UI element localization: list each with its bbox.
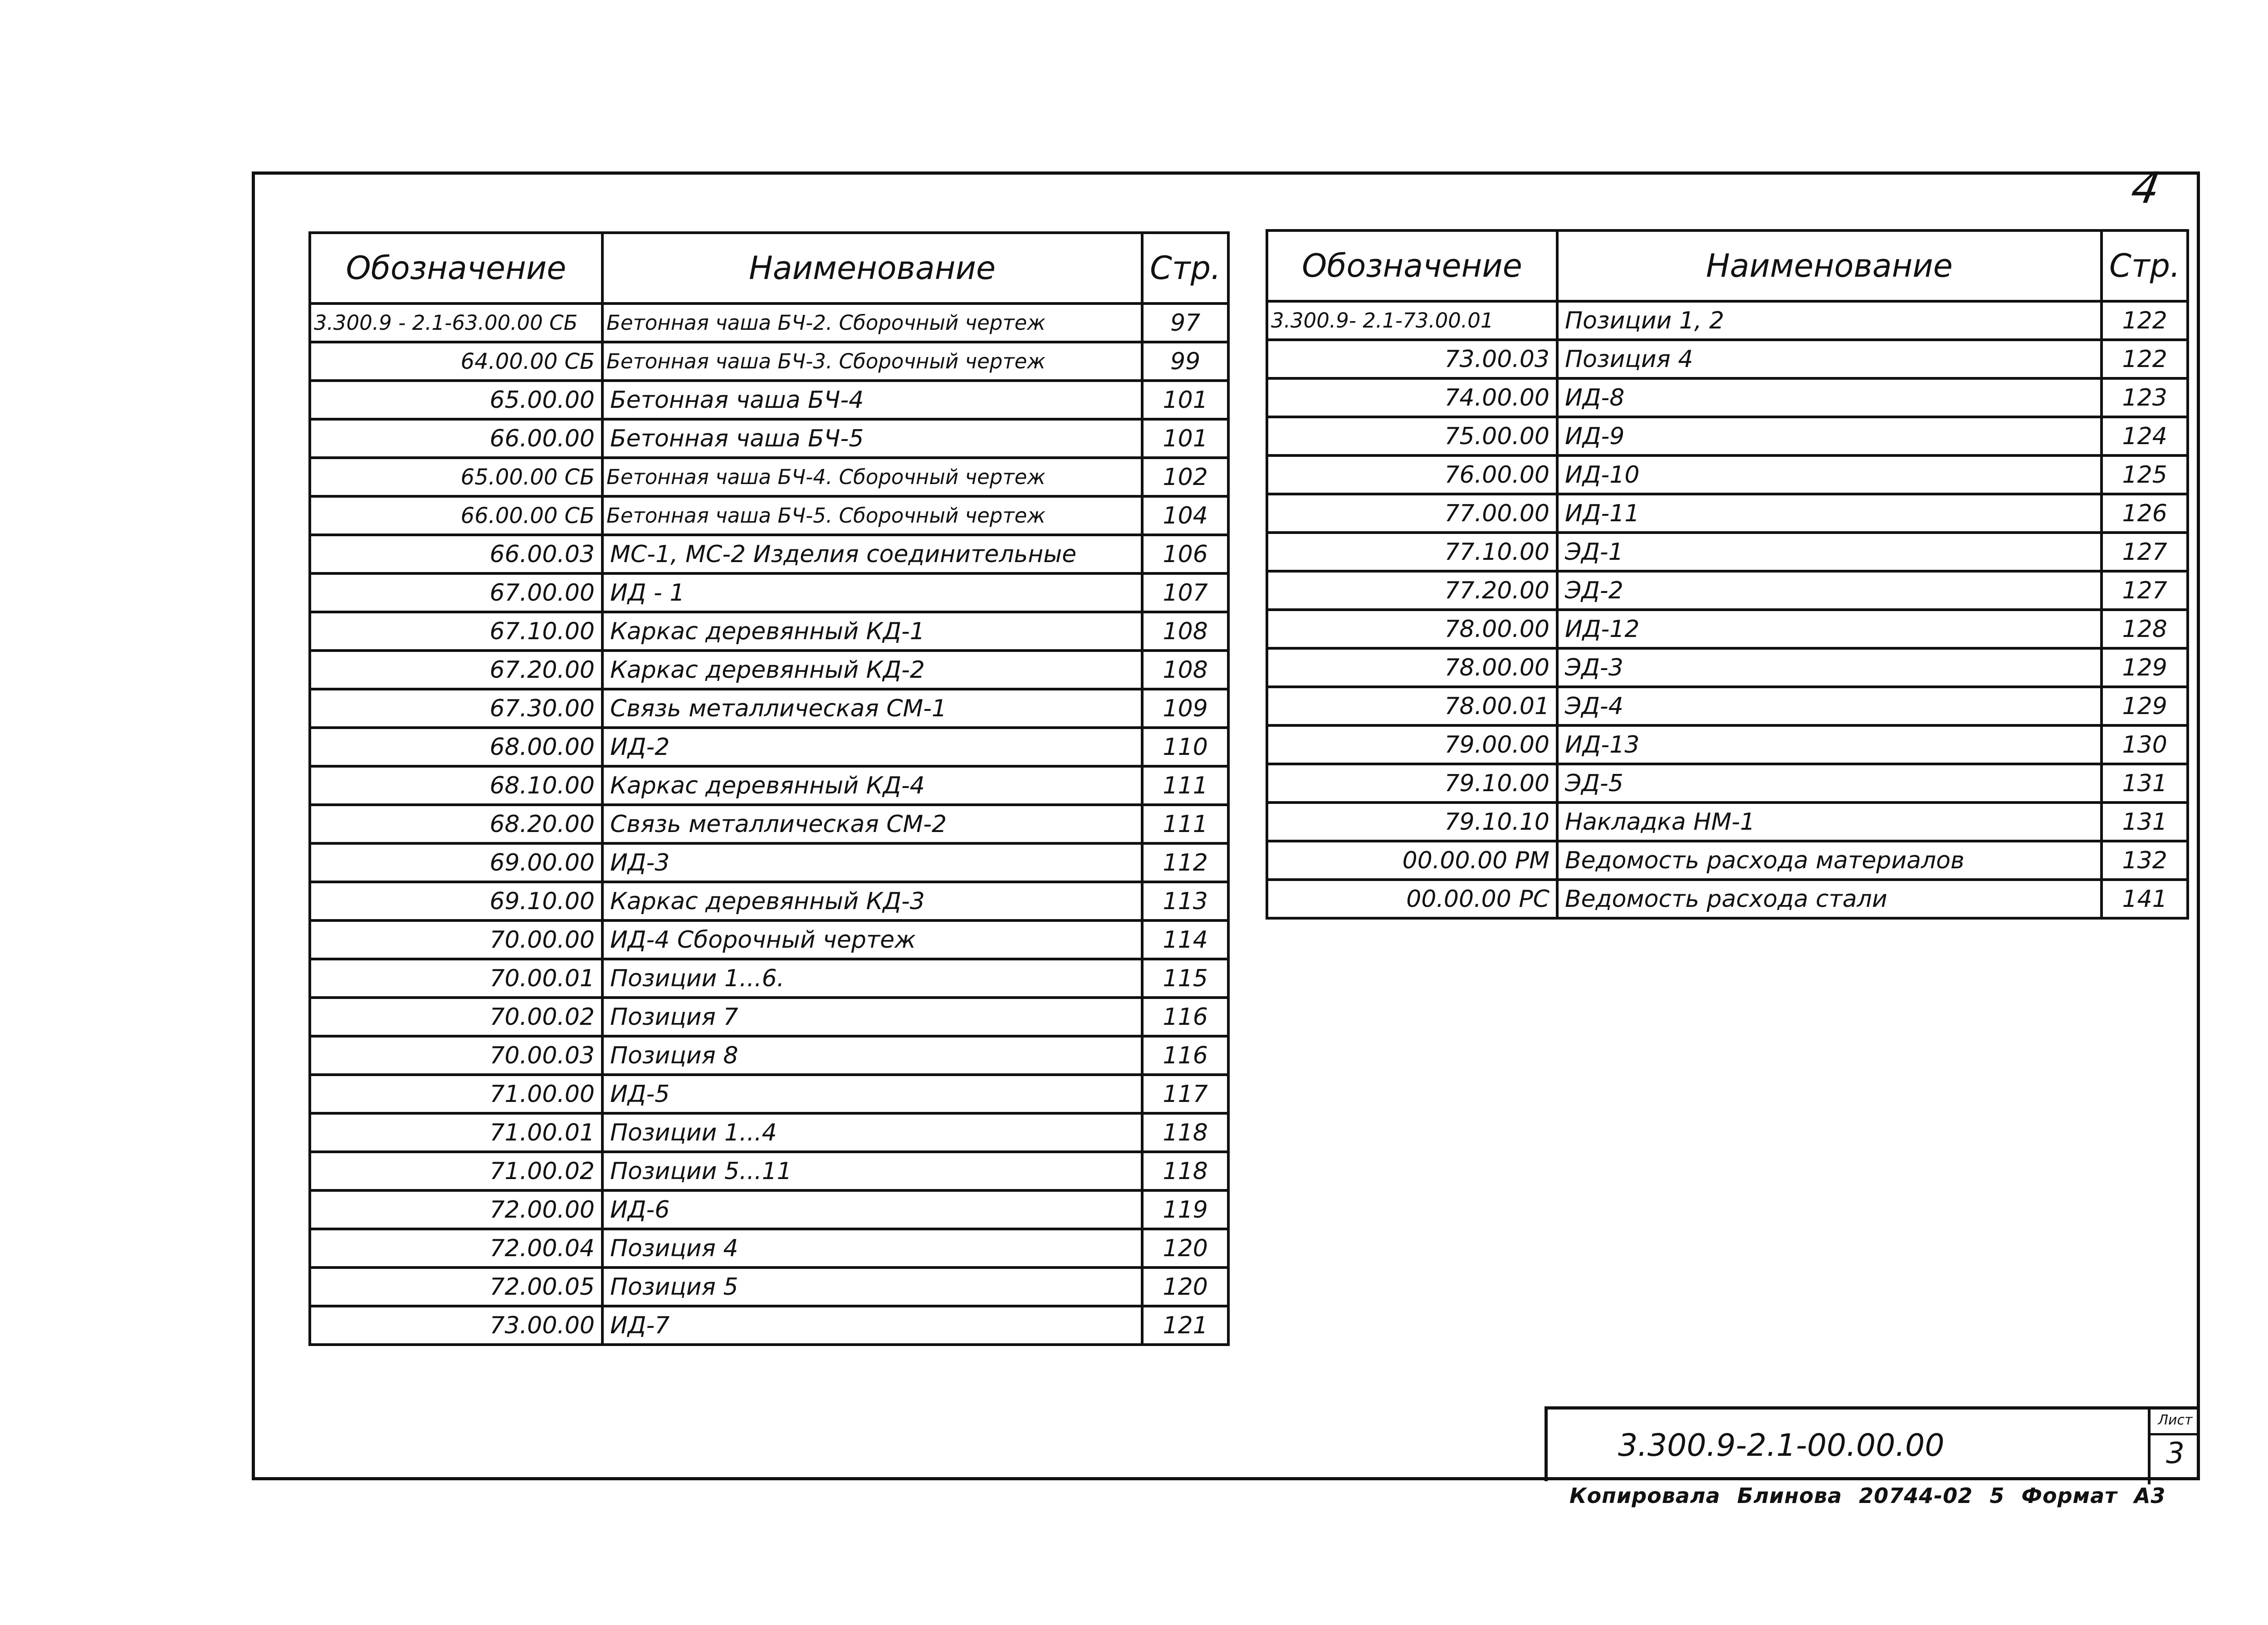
cell-name: ЭД-2: [1557, 571, 2102, 610]
cell-name: Каркас деревянный КД-2: [602, 651, 1142, 689]
cell-page: 120: [1142, 1268, 1228, 1306]
sheet-value: 3: [2166, 1437, 2185, 1470]
cell-page: 108: [1142, 612, 1228, 651]
cell-name: Связь металлическая СМ-1: [602, 689, 1142, 728]
cell-page: 114: [1142, 920, 1228, 959]
cell-name: ИД-11: [1557, 494, 2102, 533]
cell-page: 131: [2102, 803, 2188, 841]
cell-code: 3.300.9 - 2.1-63.00.00 СБ: [310, 303, 602, 342]
table-row: [310, 612, 1228, 651]
table-row: [310, 1152, 1228, 1190]
table-row: [310, 303, 1228, 342]
sheet-label: Лист: [2151, 1410, 2200, 1435]
cell-name: Ведомость расхода стали: [1557, 880, 2102, 918]
table-row: [310, 458, 1228, 496]
cell-page: 109: [1142, 689, 1228, 728]
cell-page: 106: [1142, 535, 1228, 573]
table-row: [310, 882, 1228, 920]
cell-page: 108: [1142, 651, 1228, 689]
cell-name: Позиции 5...11: [602, 1152, 1142, 1190]
cell-code: 65.00.00 СБ: [310, 458, 602, 496]
cell-page: 129: [2102, 648, 2188, 687]
cell-code: 78.00.00: [1267, 610, 1557, 648]
cell-name: Каркас деревянный КД-3: [602, 882, 1142, 920]
cell-code: 71.00.02: [310, 1152, 602, 1190]
cell-name: Бетонная чаша БЧ-3. Сборочный чертеж: [602, 342, 1142, 381]
title-block: [1545, 1406, 2200, 1481]
cell-code: 76.00.00: [1267, 455, 1557, 494]
cell-code: 66.00.00 СБ: [310, 496, 602, 535]
contents-table-right: [1266, 229, 2189, 920]
cell-code: 73.00.03: [1267, 340, 1557, 378]
cell-name: ИД-12: [1557, 610, 2102, 648]
table-row: [1267, 648, 2188, 687]
cell-name: Связь металлическая СМ-2: [602, 805, 1142, 843]
table-row: [310, 1036, 1228, 1075]
cell-page: 107: [1142, 573, 1228, 612]
cell-name: Бетонная чаша БЧ-5: [602, 419, 1142, 458]
column-header-name: Наименование: [1557, 230, 2102, 301]
cell-page: 125: [2102, 455, 2188, 494]
table-row: [1267, 533, 2188, 571]
cell-name: ЭД-4: [1557, 687, 2102, 725]
cell-code: 79.00.00: [1267, 725, 1557, 764]
cell-name: ИД-4 Сборочный чертеж: [602, 920, 1142, 959]
cell-code: 78.00.01: [1267, 687, 1557, 725]
table-row: [310, 573, 1228, 612]
cell-page: 117: [1142, 1075, 1228, 1113]
cell-name: ИД-8: [1557, 378, 2102, 417]
cell-code: 70.00.01: [310, 959, 602, 998]
cell-code: 72.00.05: [310, 1268, 602, 1306]
cell-page: 111: [1142, 766, 1228, 805]
cell-code: 66.00.00: [310, 419, 602, 458]
table-row: [310, 1268, 1228, 1306]
table-row: [1267, 764, 2188, 803]
cell-page: 118: [1142, 1113, 1228, 1152]
cell-code: 67.20.00: [310, 651, 602, 689]
table-row: [1267, 841, 2188, 880]
table-row: [1267, 340, 2188, 378]
table-row: [1267, 687, 2188, 725]
column-header-code: Обозначение: [1267, 230, 1557, 301]
column-header-name: Наименование: [602, 233, 1142, 303]
cell-name: ИД-13: [1557, 725, 2102, 764]
cell-name: Позиции 1...4: [602, 1113, 1142, 1152]
cell-page: 128: [2102, 610, 2188, 648]
cell-page: 112: [1142, 843, 1228, 882]
sheet-cell: [2148, 1410, 2200, 1484]
sheet-number: 4: [2127, 163, 2164, 213]
table-row: [310, 535, 1228, 573]
cell-code: 64.00.00 СБ: [310, 342, 602, 381]
cell-code: 77.10.00: [1267, 533, 1557, 571]
cell-name: ИД-6: [602, 1190, 1142, 1229]
cell-name: ИД - 1: [602, 573, 1142, 612]
cell-page: 130: [2102, 725, 2188, 764]
column-header-page: Стр.: [2102, 230, 2188, 301]
cell-code: 66.00.03: [310, 535, 602, 573]
table-row: [310, 766, 1228, 805]
table-row: [310, 998, 1228, 1036]
cell-page: 126: [2102, 494, 2188, 533]
table-row: [310, 843, 1228, 882]
cell-name: ИД-9: [1557, 417, 2102, 455]
cell-page: 127: [2102, 571, 2188, 610]
table-row: [310, 689, 1228, 728]
cell-code: 67.30.00: [310, 689, 602, 728]
table-row: [1267, 378, 2188, 417]
cell-code: 68.20.00: [310, 805, 602, 843]
cell-page: 121: [1142, 1306, 1228, 1345]
table-row: [310, 342, 1228, 381]
cell-name: ИД-7: [602, 1306, 1142, 1345]
cell-name: ИД-2: [602, 728, 1142, 766]
cell-code: 68.10.00: [310, 766, 602, 805]
cell-name: Позиции 1, 2: [1557, 301, 2102, 340]
cell-code: 79.10.00: [1267, 764, 1557, 803]
cell-page: 120: [1142, 1229, 1228, 1268]
table-row: [310, 1075, 1228, 1113]
cell-page: 129: [2102, 687, 2188, 725]
table-row: [1267, 725, 2188, 764]
table-row: [310, 920, 1228, 959]
cell-page: 141: [2102, 880, 2188, 918]
cell-page: 116: [1142, 998, 1228, 1036]
cell-page: 115: [1142, 959, 1228, 998]
cell-code: 77.00.00: [1267, 494, 1557, 533]
document-code: 3.300.9-2.1-00.00.00: [1618, 1428, 1945, 1463]
cell-name: ИД-10: [1557, 455, 2102, 494]
cell-page: 123: [2102, 378, 2188, 417]
cell-code: 75.00.00: [1267, 417, 1557, 455]
table-row: [310, 728, 1228, 766]
cell-code: 78.00.00: [1267, 648, 1557, 687]
cell-name: Каркас деревянный КД-4: [602, 766, 1142, 805]
cell-name: Накладка НМ-1: [1557, 803, 2102, 841]
table-row: [1267, 803, 2188, 841]
column-header-code: Обозначение: [310, 233, 602, 303]
cell-name: Бетонная чаша БЧ-4: [602, 381, 1142, 419]
cell-name: ИД-5: [602, 1075, 1142, 1113]
cell-name: Позиция 4: [602, 1229, 1142, 1268]
table-row: [1267, 301, 2188, 340]
cell-code: 65.00.00: [310, 381, 602, 419]
cell-code: 67.00.00: [310, 573, 602, 612]
cell-page: 99: [1142, 342, 1228, 381]
table-row: [310, 1190, 1228, 1229]
cell-page: 110: [1142, 728, 1228, 766]
cell-code: 70.00.02: [310, 998, 602, 1036]
cell-name: Бетонная чаша БЧ-5. Сборочный чертеж: [602, 496, 1142, 535]
cell-page: 118: [1142, 1152, 1228, 1190]
table-row: [310, 1229, 1228, 1268]
cell-code: 00.00.00 РМ: [1267, 841, 1557, 880]
cell-page: 111: [1142, 805, 1228, 843]
table-row: [310, 1113, 1228, 1152]
cell-code: 68.00.00: [310, 728, 602, 766]
table-row: [310, 959, 1228, 998]
table-header-row: [310, 233, 1228, 303]
cell-name: Позиция 4: [1557, 340, 2102, 378]
cell-code: 00.00.00 РС: [1267, 880, 1557, 918]
cell-name: Ведомость расхода материалов: [1557, 841, 2102, 880]
table-row: [310, 651, 1228, 689]
cell-page: 104: [1142, 496, 1228, 535]
cell-name: Позиция 8: [602, 1036, 1142, 1075]
table-row: [310, 496, 1228, 535]
table-row: [310, 419, 1228, 458]
cell-page: 127: [2102, 533, 2188, 571]
cell-page: 116: [1142, 1036, 1228, 1075]
cell-page: 122: [2102, 301, 2188, 340]
contents-table-left: [308, 231, 1230, 1346]
cell-name: ЭД-3: [1557, 648, 2102, 687]
table-row: [1267, 417, 2188, 455]
table-body-right: [1267, 301, 2188, 918]
cell-code: 73.00.00: [310, 1306, 602, 1345]
cell-code: 67.10.00: [310, 612, 602, 651]
cell-code: 74.00.00: [1267, 378, 1557, 417]
cell-code: 72.00.04: [310, 1229, 602, 1268]
cell-page: 122: [2102, 340, 2188, 378]
table-row: [310, 1306, 1228, 1345]
table-row: [310, 381, 1228, 419]
cell-name: Каркас деревянный КД-1: [602, 612, 1142, 651]
cell-code: 69.10.00: [310, 882, 602, 920]
cell-code: 79.10.10: [1267, 803, 1557, 841]
cell-name: ИД-3: [602, 843, 1142, 882]
cell-code: 71.00.00: [310, 1075, 602, 1113]
cell-page: 113: [1142, 882, 1228, 920]
cell-page: 102: [1142, 458, 1228, 496]
cell-name: ЭД-1: [1557, 533, 2102, 571]
cell-code: 69.00.00: [310, 843, 602, 882]
table-row: [1267, 455, 2188, 494]
cell-page: 132: [2102, 841, 2188, 880]
table-row: [1267, 571, 2188, 610]
column-header-page: Стр.: [1142, 233, 1228, 303]
copy-note: Копировала Блинова 20744-02 5 Формат А3: [1569, 1483, 2166, 1508]
cell-page: 101: [1142, 381, 1228, 419]
cell-page: 97: [1142, 303, 1228, 342]
cell-name: Позиция 7: [602, 998, 1142, 1036]
cell-code: 71.00.01: [310, 1113, 602, 1152]
cell-code: 70.00.00: [310, 920, 602, 959]
cell-name: Бетонная чаша БЧ-4. Сборочный чертеж: [602, 458, 1142, 496]
cell-name: ЭД-5: [1557, 764, 2102, 803]
cell-code: 70.00.03: [310, 1036, 602, 1075]
cell-name: Позиции 1...6.: [602, 959, 1142, 998]
cell-code: 72.00.00: [310, 1190, 602, 1229]
cell-name: Бетонная чаша БЧ-2. Сборочный чертеж: [602, 303, 1142, 342]
cell-code: 77.20.00: [1267, 571, 1557, 610]
cell-page: 101: [1142, 419, 1228, 458]
table-row: [1267, 494, 2188, 533]
table-row: [1267, 610, 2188, 648]
cell-page: 119: [1142, 1190, 1228, 1229]
table-body-left: [310, 303, 1228, 1345]
cell-code: 3.300.9- 2.1-73.00.01: [1267, 301, 1557, 340]
cell-name: МС-1, МС-2 Изделия соединительные: [602, 535, 1142, 573]
table-row: [1267, 880, 2188, 918]
cell-name: Позиция 5: [602, 1268, 1142, 1306]
table-header-row: [1267, 230, 2188, 301]
cell-page: 124: [2102, 417, 2188, 455]
table-row: [310, 805, 1228, 843]
cell-page: 131: [2102, 764, 2188, 803]
